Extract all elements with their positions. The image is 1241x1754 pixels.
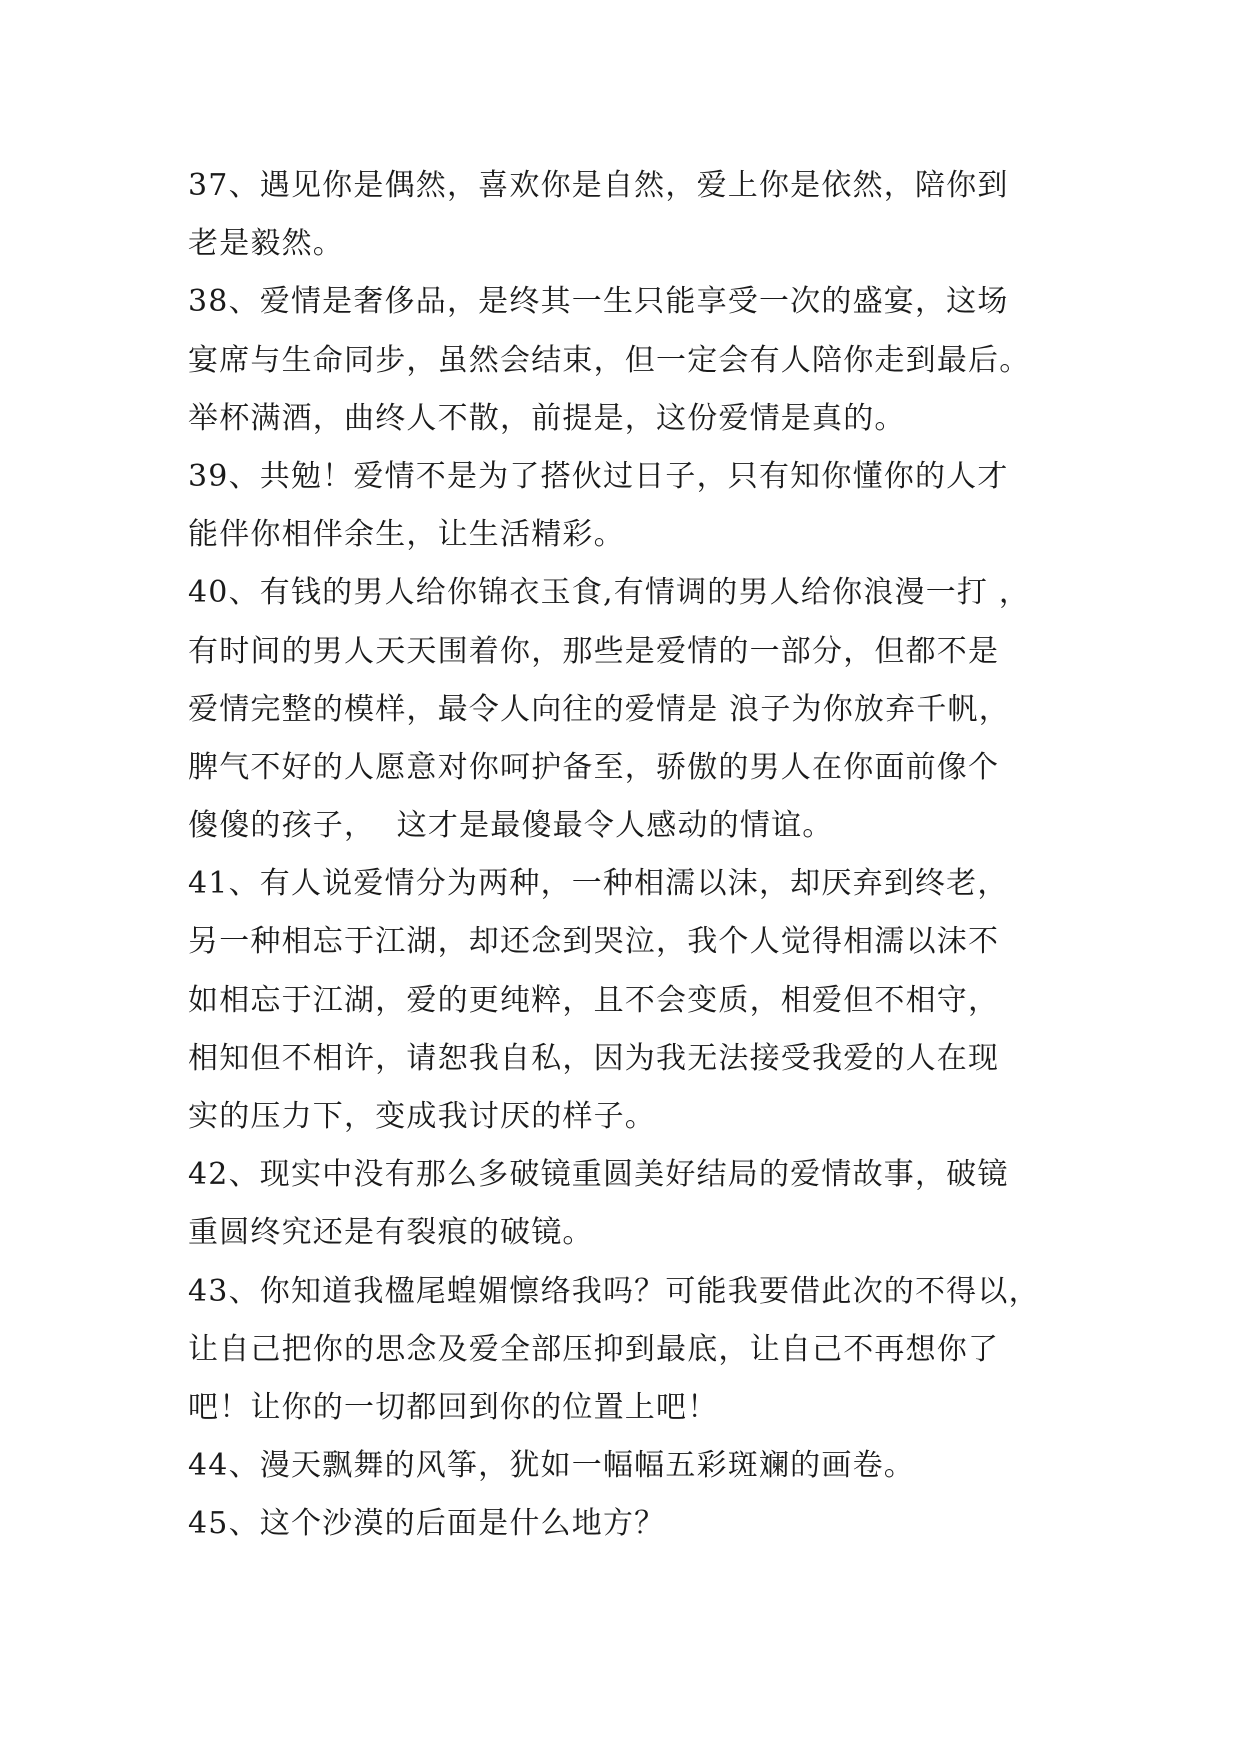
text-line: 能伴你相伴余生，让生活精彩。 xyxy=(188,517,625,553)
text-line: 实的压力下，变成我讨厌的样子。 xyxy=(188,1099,656,1134)
document-body xyxy=(188,157,1068,1554)
text-line: 让自己把你的思念及爱全部压抑到最底，让自己不再想你了 xyxy=(188,1331,1000,1367)
text-line: 举杯满酒，曲终人不散，前提是，这份爱情是真的。 xyxy=(188,400,906,436)
text-line: 如相忘于江湖，爱的更纯粹，且不会变质，相爱但不相守， xyxy=(188,982,1000,1018)
text-line: 39、共勉！爱情不是为了搭伙过日子，只有知你懂你的人才 xyxy=(188,458,1009,494)
text-line: 40、有钱的男人给你锦衣玉食,有情调的男人给你浪漫一打 ， xyxy=(188,575,1031,611)
text-line: 老是毅然。 xyxy=(188,226,344,262)
text-line: 42、现实中没有那么多破镜重圆美好结局的爱情故事，破镜 xyxy=(188,1157,1009,1193)
text-line: 重圆终究还是有裂痕的破镜。 xyxy=(188,1215,594,1251)
text-line: 45、这个沙漠的后面是什么地方？ xyxy=(188,1506,666,1542)
text-line: 43、你知道我楹尾蝗媚懔络我吗？可能我要借此次的不得以， xyxy=(188,1273,1040,1309)
text-line: 37、遇见你是偶然，喜欢你是自然，爱上你是依然，陪你到 xyxy=(188,168,1009,203)
text-line: 傻傻的孩子， 这才是最傻最令人感动的情谊。 xyxy=(188,808,834,844)
text-line: 吧！让你的一切都回到你的位置上吧！ xyxy=(188,1389,719,1425)
text-line: 宴席与生命同步，虽然会结束，但一定会有人陪你走到最后。 xyxy=(188,342,1031,378)
text-line: 41、有人说爱情分为两种，一种相濡以沫，却厌弃到终老， xyxy=(188,866,1009,902)
text-line: 有时间的男人天天围着你，那些是爱情的一部分，但都不是 xyxy=(188,633,1000,669)
text-line: 44、漫天飘舞的风筝，犹如一幅幅五彩斑斓的画卷。 xyxy=(188,1448,915,1484)
text-line: 爱情完整的模样，最令人向往的爱情是 浪子为你放弃千帆， xyxy=(188,691,1010,727)
text-line: 另一种相忘于江湖，却还念到哭泣，我个人觉得相濡以沫不 xyxy=(188,924,1000,960)
text-line: 脾气不好的人愿意对你呵护备至，骄傲的男人在你面前像个 xyxy=(188,749,1000,785)
text-line: 38、爱情是奢侈品，是终其一生只能享受一次的盛宴，这场 xyxy=(188,284,1009,320)
text-line: 相知但不相许，请恕我自私，因为我无法接受我爱的人在现 xyxy=(188,1040,1000,1076)
